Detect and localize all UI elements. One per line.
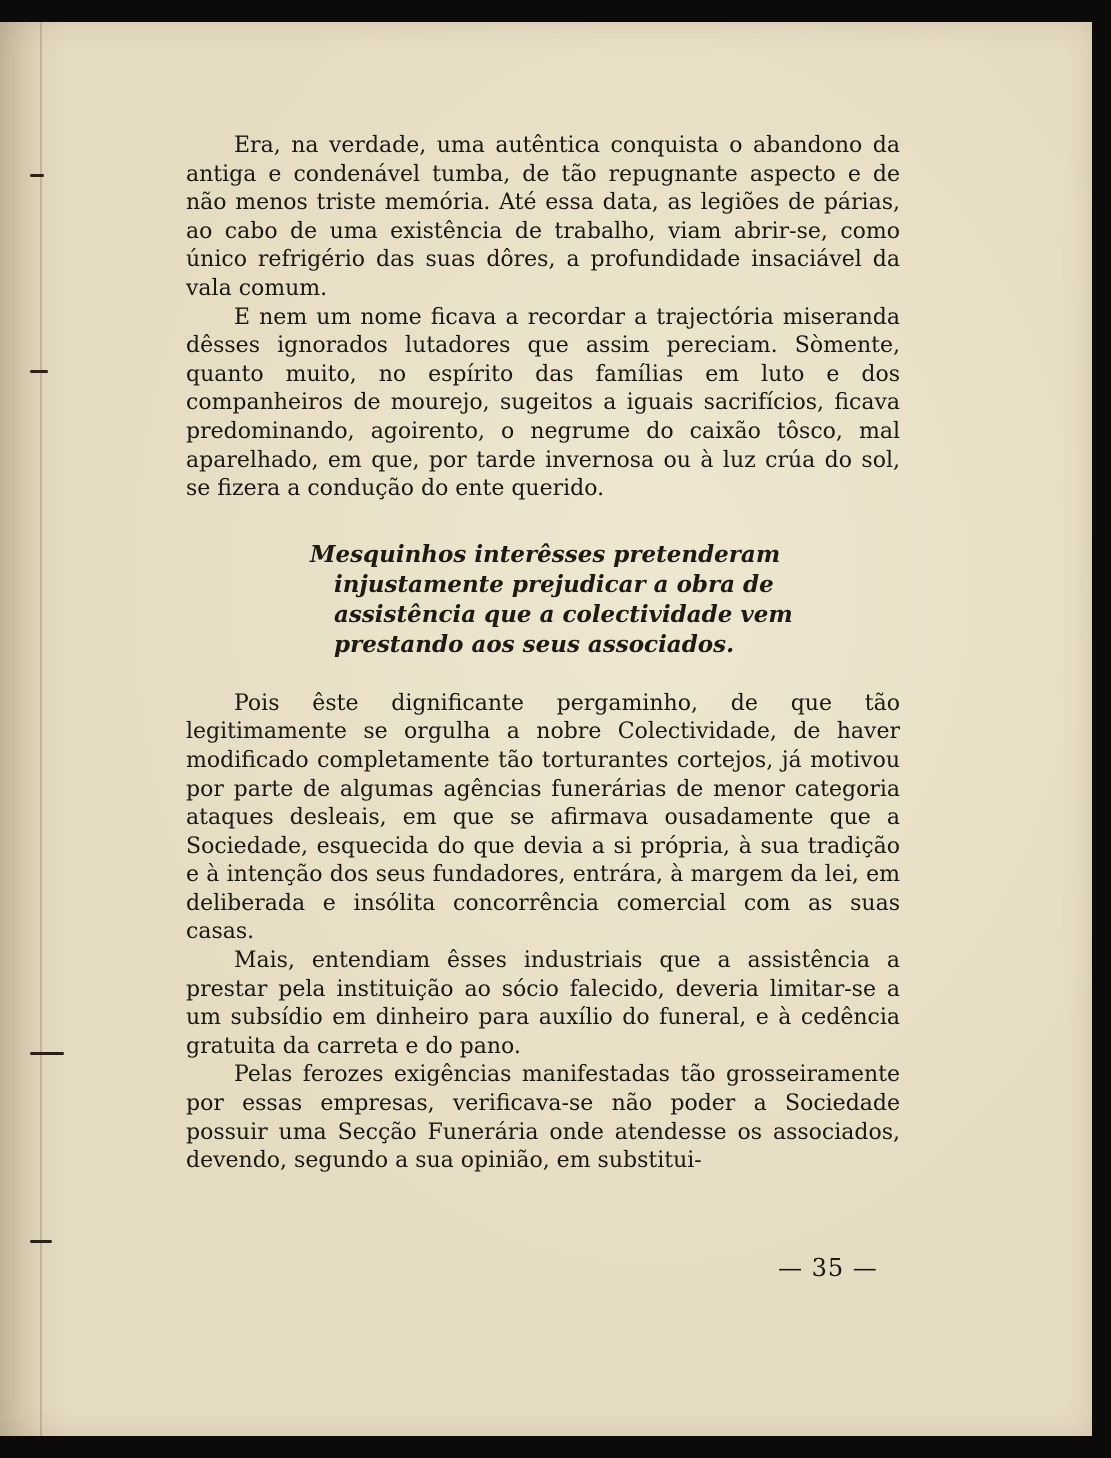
body-text [186,132,900,1176]
book-page [0,22,1092,1436]
paragraph: Pois êste dignificante pergaminho, de que tão legitimamente se orgulha a nobre Colectividade, de haver modificado completamente tão torturantes cortejos, já motivou por parte de algumas agências funerárias de menor categoria ataques desleais, em que se afirmava ousadamente que a Sociedade, esquecida do que devia a si própria, à sua tradição e à intenção dos seus fundadores, entrára, à margem da lei, em deliberada e insólita concorrência comercial com as suas casas. [186,690,900,945]
binding-mark [30,174,44,177]
section-headline: Mesquinhos interêsses pretenderam injustamente prejudicar a obra de assistência que a colectividade vem prestando aos seus associados. [310,540,793,658]
paragraph: Mais, entendiam êsses industriais que a assistência a prestar pela instituição ao sócio falecido, deveria limitar-se a um subsídio em dinheiro para auxílio do funeral, e à cedência gratuita da carreta e do pano. [186,948,900,1059]
paragraph: E nem um nome ficava a recordar a trajectória miseranda dêsses ignorados lutadores que assim pereciam. Sòmente, quanto muito, no espírito das famílias em luto e dos companheiros de mourejo, sugeitos a iguais sacrifícios, ficava predominando, agoirento, o negrume do caixão tôsco, mal aparelhado, em que, por tarde invernosa ou à luz crúa do sol, se fizera a condução do ente querido. [186,304,900,502]
paragraph: Pelas ferozes exigências manifestadas tão grosseiramente por essas empresas, verificava-se não poder a Sociedade possuir uma Secção Funerária onde atendesse os associados, devendo, segundo a sua opinião, em substitui- [186,1062,900,1174]
binding-mark [30,1240,52,1243]
binding-spine-line [40,22,42,1436]
paragraph: Era, na verdade, uma autêntica conquista o abandono da antiga e condenável tumba, de tão repugnante aspecto e de não menos triste memória. Até essa data, as legiões de párias, ao cabo de uma existência de trabalho, viam abrir-se, como único refrigério das suas dôres, a profundidade insaciável da vala comum. [186,133,900,301]
binding-mark [30,1052,64,1055]
page-number: — 35 — [778,1254,878,1282]
binding-mark [30,370,48,373]
